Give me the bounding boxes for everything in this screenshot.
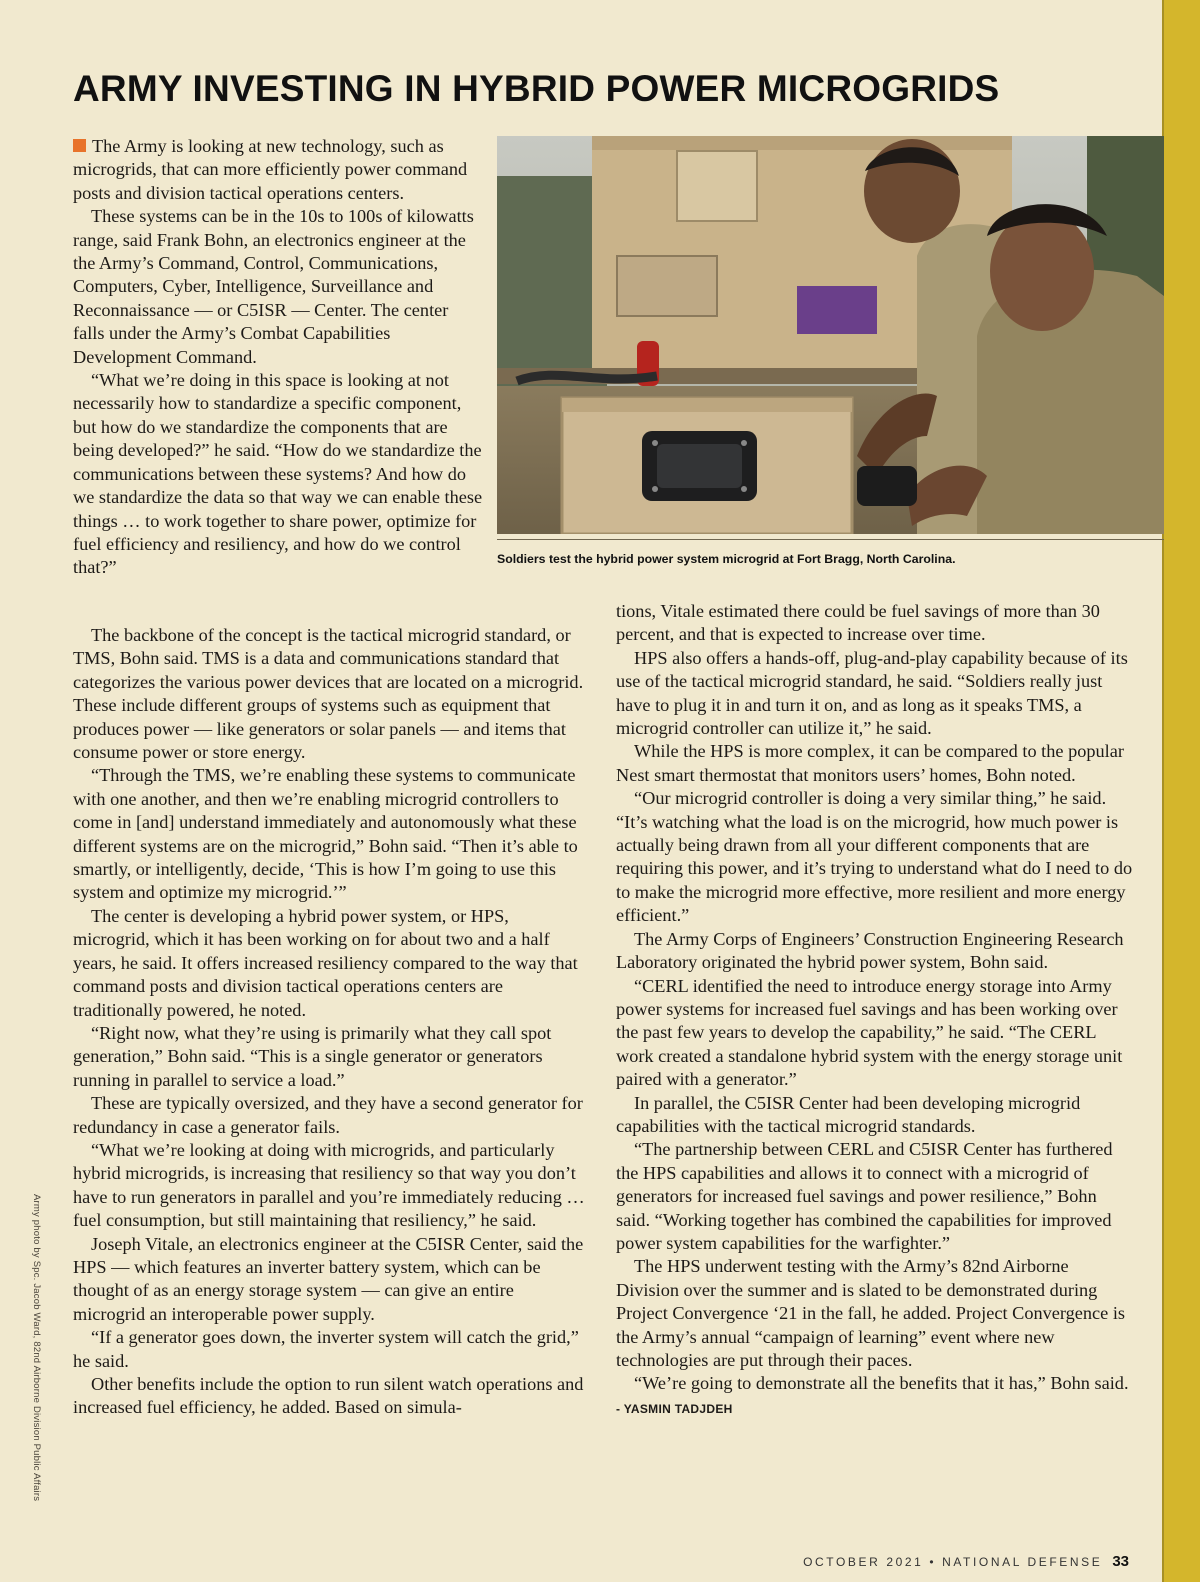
article-paragraph: “What we’re looking at doing with microgrids, and particularly hybrid microgrids, is increasing that resiliency so that way you don’t have to run generators in parallel and you’re immediately reducing … fuel consumption, but still maintaining that resiliency,” he said. bbox=[73, 1139, 585, 1231]
article-column-top bbox=[73, 135, 483, 580]
article-paragraph: “CERL identified the need to introduce energy storage into Army power systems for increased fuel savings and has been working over the past few years to develop the capability,” he said. “The CERL work created a standalone hybrid system with the energy storage unit paired with a generator.” bbox=[616, 975, 1123, 1090]
article-paragraph-text: The Army is looking at new technology, such as microgrids, that can more efficiently power command posts and division tactical operations centers. bbox=[73, 136, 468, 203]
article-paragraph: The backbone of the concept is the tactical microgrid standard, or TMS, Bohn said. TMS is a data and communications standard that categorizes the various power devices that are located on a microgrid. These include different groups of systems such as equipment that produces power — like generators or solar panels — and items that consume power or store energy. bbox=[73, 625, 584, 763]
article-paragraph: The HPS underwent testing with the Army’s 82nd Airborne Division over the summer and is slated to be demonstrated during Project Convergence ‘21 in the fall, he added. Project Convergence is the Army’s annual “campaign of learning” event where new technologies are put through their paces. bbox=[616, 1256, 1126, 1370]
photo-image-icon bbox=[497, 136, 1164, 534]
article-paragraph: “Through the TMS, we’re enabling these systems to communicate with one another, and then we’re enabling microgrid controllers to come in [and] understand immediately and autonomously what these different systems are on the microgrid,” Bohn said. “Then it’s able to smartly, or intelligently, decide, ‘This is how I’m going to use this system and optimize my microgrid.’” bbox=[73, 765, 578, 903]
photo-caption: Soldiers test the hybrid power system microgrid at Fort Bragg, North Carolina. bbox=[497, 552, 956, 566]
article-column-left bbox=[73, 624, 585, 1420]
article-paragraph: “The partnership between CERL and C5ISR Center has furthered the HPS capabilities and allows it to connect with a microgrid of generators for increased fuel savings and power resilience,” Bohn said. “Working together has combined the capabilities for improved power system capabilities for the warfighter.” bbox=[616, 1139, 1113, 1253]
article-paragraph: These are typically oversized, and they have a second generator for redundancy in case a generator fails. bbox=[73, 1093, 583, 1137]
caption-rule bbox=[497, 539, 1164, 540]
article-paragraph: The Army Corps of Engineers’ Construction Engineering Research Laboratory originated the hybrid power system, Bohn said. bbox=[616, 928, 1124, 973]
article-paragraph-text: “We’re going to demonstrate all the benefits that it has,” Bohn said. bbox=[634, 1373, 1129, 1394]
article-paragraph: Other benefits include the option to run silent watch operations and increased fuel efficiency, he added. Based on simula- bbox=[73, 1374, 584, 1418]
article-column-right bbox=[616, 600, 1134, 1421]
article-paragraph: “If a generator goes down, the inverter system will catch the grid,” he said. bbox=[73, 1327, 579, 1371]
article-paragraph bbox=[73, 135, 483, 205]
article-paragraph: In parallel, the C5ISR Center had been developing microgrid capabilities with the tactical microgrid standards. bbox=[616, 1092, 1081, 1136]
page-footer bbox=[803, 1553, 1129, 1570]
headline: ARMY INVESTING IN HYBRID POWER MICROGRIDS bbox=[73, 68, 1000, 109]
article-paragraph: “Our microgrid controller is doing a very similar thing,” he said. “It’s watching what the load is on the microgrid, how much power is actually being drawn from all your different components that are requiring this power, and it’s trying to understand what do I need to do to make the microgrid more effective, more resilient and more energy efficient.” bbox=[616, 788, 1133, 926]
article-paragraph: While the HPS is more complex, it can be compared to the popular Nest smart thermostat that monitors users’ homes, Bohn noted. bbox=[616, 741, 1124, 785]
article-photo bbox=[497, 136, 1164, 534]
article-paragraph bbox=[616, 1372, 1134, 1421]
article-paragraph: “What we’re doing in this space is looking at not necessarily how to standardize a specific component, but how do we standardize the components that are being developed?” he said. “How do we standardize the communications between these systems? And how do we standardize the data so that way we can enable these things … to work together to share power, optimize for fuel efficiency and resiliency, and how do we control that?” bbox=[73, 370, 483, 578]
byline: - YASMIN TADJDEH bbox=[616, 1401, 733, 1416]
article-paragraph: tions, Vitale estimated there could be fuel savings of more than 30 percent, and that is expected to increase over time. bbox=[616, 601, 1100, 645]
photo-credit: Army photo by Spc. Jacob Ward, 82nd Airborne Division Public Affairs bbox=[31, 1194, 42, 1502]
side-accent-bar bbox=[1164, 0, 1200, 1582]
article-paragraph: HPS also offers a hands-off, plug-and-play capability because of its use of the tactical microgrid standard, he said. “Soldiers really just have to plug it in and turn it on, and as long as it speaks TMS, a microgrid controller can utilize it,” he said. bbox=[616, 647, 1128, 739]
article-paragraph: “Right now, what they’re using is primarily what they call spot generation,” Bohn said. “This is a single generator or generators running in parallel to service a load.” bbox=[73, 1022, 552, 1090]
page-number: 33 bbox=[1112, 1553, 1129, 1570]
bullet-square-icon bbox=[73, 139, 86, 152]
article-paragraph: Joseph Vitale, an electronics engineer at the C5ISR Center, said the HPS — which features an inverter battery system, which can be thought of as an energy storage system — can give an entire microgrid an interoperable power supply. bbox=[73, 1233, 584, 1324]
article-paragraph: These systems can be in the 10s to 100s of kilowatts range, said Frank Bohn, an electronics engineer at the the Army’s Command, Control, Communications, Computers, Cyber, Intelligence, Surveillance and Reconnaissance — or C5ISR — Center. The center falls under the Army’s Combat Capabilities Development Command. bbox=[73, 206, 474, 367]
article-paragraph: The center is developing a hybrid power system, or HPS, microgrid, which it has been working on for about two and a half years, he said. It offers increased resiliency compared to the way that command posts and division tactical operations centers are traditionally powered, he noted. bbox=[73, 905, 578, 1020]
issue-info: OCTOBER 2021 • NATIONAL DEFENSE bbox=[803, 1555, 1103, 1569]
